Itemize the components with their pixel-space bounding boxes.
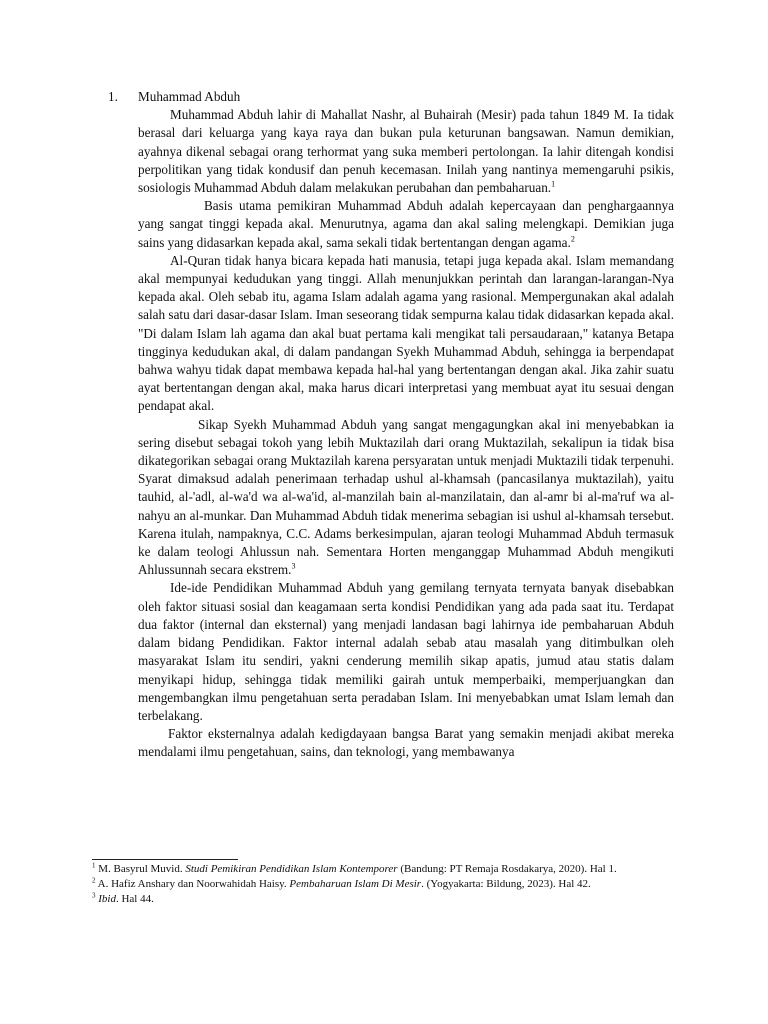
footnote-ref-3[interactable]: 3 [291,561,296,571]
footnote-author: A. Hafiz Anshary dan Noorwahidah Haisy. [97,878,290,890]
paragraph-4 [138,416,674,580]
paragraph-5 [138,579,674,725]
paragraph-text: Al-Quran tidak hanya bicara kepada hati manusia, tetapi juga kepada akal. Islam memandang akal mempunyai kedudukan yang tinggi. Allah menunjukkan perintah dan larangan-larangan-Nya kepada akal. Oleh sebab itu, agama Islam adalah agama yang rasional. Mempergunakan akal adalah salah satu dari dasar-dasar Islam. Iman seseorang tidak sempurna kalau tidak didasarkan kepada akal. "Di dalam Islam lah agama dan akal buat pertama kali mengikat tali persaudaraan," katanya Betapa tingginya kedudukan akal, di dalam pandangan Syekh Muhammad Abduh, sehingga ia berpendapat bahwa wahyu tidak dapat membawa kepada hal-hal yang bertentangan dengan akal. Jika zahir suatu ayat bertentangan dengan akal, maka harus dicari interpretasi yang membuat ayat itu sesuai dengan pendapat akal. [138,252,674,414]
footnote-book-title: Studi Pemikiran Pendidikan Islam Kontemporer [185,863,398,875]
footnote-3 [92,892,676,907]
main-content [108,88,674,762]
footnote-publication: (Bandung: PT Remaja Rosdakarya, 2020). Hal 1. [397,863,617,875]
paragraph-text: Ide-ide Pendidikan Muhammad Abduh yang gemilang ternyata ternyata banyak disebabkan oleh faktor situasi sosial dan keagamaan serta kondisi Pendidikan yang ada pada saat itu. Terdapat dua faktor (internal dan eksternal) yang menjadi landasan bagi lahirnya ide pembaharuan Abduh dalam bidang Pendidikan. Faktor internal adalah sebab atau masalah yang ditimbulkan oleh masyarakat Islam itu sendiri, yakni cenderung memilih sikap apatis, jumud atau statis dalam menyikapi hidup, sehingga tidak memiliki gairah untuk memperbaiki, memperjuangkan dan mengembangkan ilmu pengetahuan serta peradaban Islam. Ini menyebabkan umat Islam lemah dan terbelakang. [138,580,674,723]
paragraph-2 [138,197,674,252]
footnote-ref-1[interactable]: 1 [551,179,556,189]
footnote-author: M. Basyrul Muvid. [98,863,186,875]
footnote-number: 3 [92,891,96,900]
section-number: 1. [108,89,118,104]
footnote-ref-2[interactable]: 2 [570,234,575,244]
footnote-publication: . Hal 44. [115,893,154,905]
paragraph-text: Basis utama pemikiran Muhammad Abduh adalah kepercayaan dan penghargaannya yang sangat tinggi kepada akal. Menurutnya, agama dan akal saling melengkapi. Demikian juga sains yang didasarkan kepada akal, sama sekali tidak bertentangan dengan agama. [138,198,674,250]
paragraph-3 [138,252,674,416]
section-title: Muhammad Abduh [138,89,241,104]
paragraph-6 [138,725,674,761]
section-heading [108,88,674,106]
footnote-number: 1 [92,861,96,870]
paragraph-text: Muhammad Abduh lahir di Mahallat Nashr, al Buhairah (Mesir) pada tahun 1849 M. Ia tidak berasal dari keluarga yang kaya raya dan bukan pula keturunan bangsawan. Namun demikian, ayahnya dikenal sebagai orang terhormat yang suka memberi pertolongan. Ia lahir ditengah kondisi perpolitikan yang tidak kondusif dan penuh kecemasan. Inilah yang nantinya memengaruhi psikis, sosiologis Muhammad Abduh dalam melakukan perubahan dan pembaharuan. [138,107,674,196]
footnote-divider [92,859,238,860]
paragraph-text: Sikap Syekh Muhammad Abduh yang sangat mengagungkan akal ini menyebabkan ia sering disebut sebagai tokoh yang lebih Muktazilah dari orang Muktazilah, sekalipun ia tidak bisa dikategorikan sebagai orang Muktazilah karena persyaratan untuk menjadi Muktazili tidak terpenuhi. Syarat dimaksud adalah penerimaan terhadap ushul al-khamsah (pancasilanya muktazilah), yaitu tauhid, al-'adl, al-wa'd wa al-wa'id, al-manzilah bain al-manzilatain, dan al-amr bi al-ma'ruf wa al-nahyu an al-munkar. Dan Muhammad Abduh tidak menerima sebagian isi ushul al-khamsah tersebut. Karena itulah, nampaknya, C.C. Adams berkesimpulan, ajaran teologi Muhammad Abduh termasuk ke dalam teologi Ahlussun nah. Sementara Horten menganggap Muhammad Abduh mengikuti Ahlussunnah secara ekstrem. [138,416,674,578]
footnotes [92,862,676,907]
paragraph-1 [138,106,674,197]
footnote-2 [92,877,676,892]
footnote-publication: . (Yogyakarta: Bildung, 2023). Hal 42. [421,878,591,890]
footnote-book-title: Pembaharuan Islam Di Mesir [289,878,422,890]
paragraph-text: Faktor eksternalnya adalah kedigdayaan bangsa Barat yang semakin menjadi akibat mereka mendalami ilmu pengetahuan, sains, dan teknologi, yang membawanya [138,726,674,760]
footnote-book-title: Ibid [98,893,116,905]
footnote-number: 2 [92,876,96,885]
footnote-1 [92,862,676,877]
